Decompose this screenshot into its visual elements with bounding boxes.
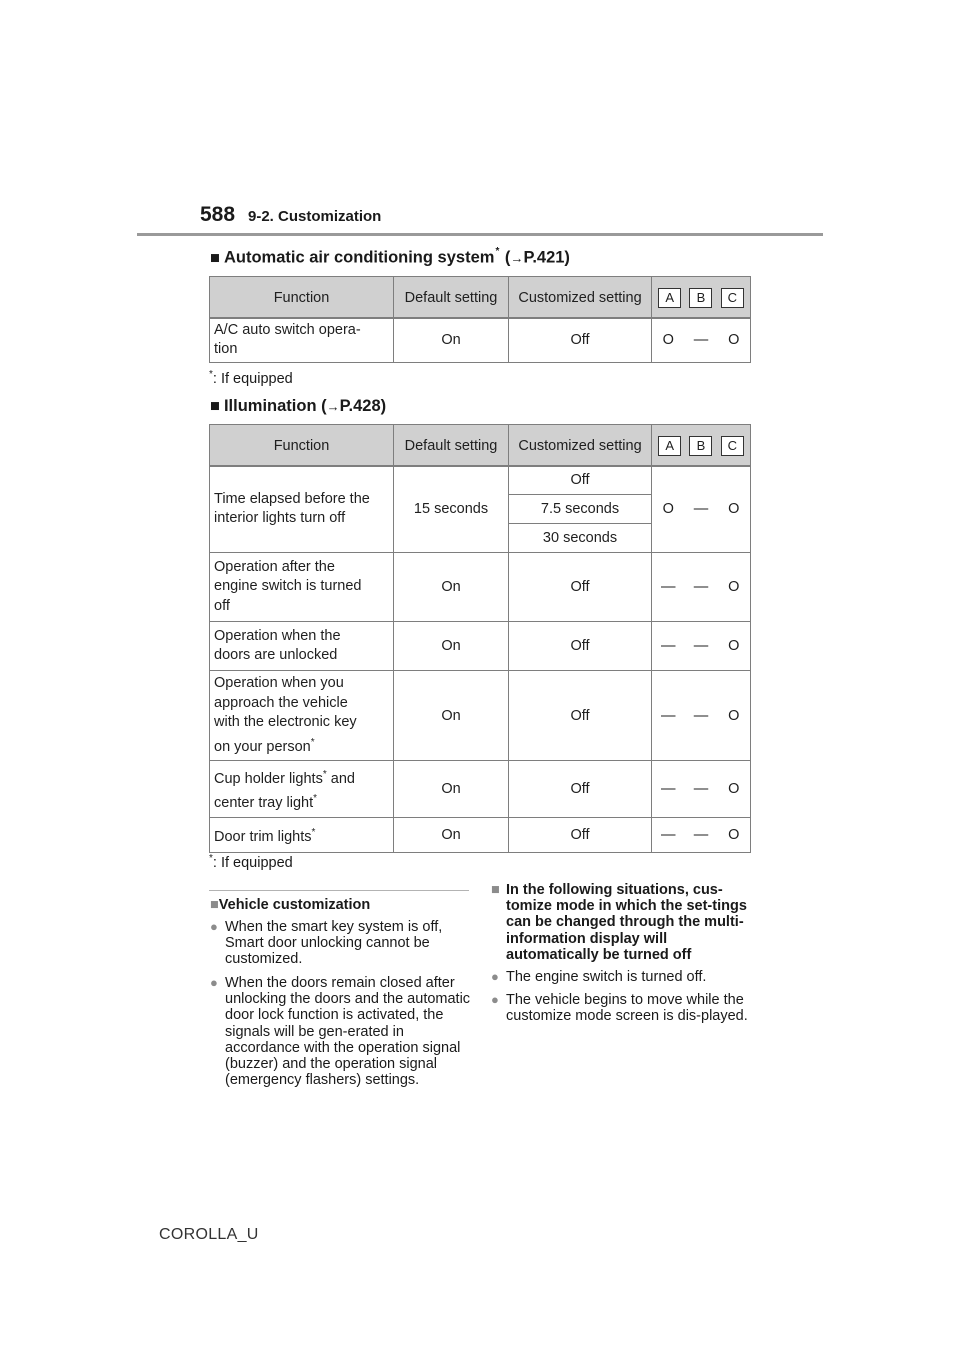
- custom-cell: Off: [509, 671, 652, 761]
- arrow-right-icon: →: [510, 250, 524, 266]
- method-a-cell: —: [652, 818, 685, 853]
- list-item: ● When the doors remain closed after unlocking the doors and the automatic door lock function is activated, the signals will be gen-erated in accordance with the operation signal (buzzer) and the operation signal (emergency flashers) settings.: [210, 975, 471, 1089]
- custom-cell: Off: [509, 622, 652, 671]
- custom-cell: Off: [509, 553, 652, 622]
- circle-bullet-icon: ●: [491, 992, 499, 1007]
- default-cell: On: [394, 761, 509, 818]
- function-cell: Door trim lights*: [210, 818, 394, 853]
- header-customized-setting: Customized setting: [509, 277, 652, 319]
- custom-cell: Off: [509, 761, 652, 818]
- header-function: Function: [210, 277, 394, 319]
- header-default-setting: Default setting: [394, 277, 509, 319]
- square-bullet-icon: ■: [210, 397, 220, 415]
- header-divider: [137, 233, 823, 236]
- page-reference-link[interactable]: P.421): [523, 248, 570, 267]
- method-a-icon: A: [658, 436, 681, 456]
- method-a-cell: O: [652, 318, 685, 363]
- custom-option-cell: 30 seconds: [509, 524, 652, 553]
- header-function: Function: [210, 425, 394, 467]
- square-bullet-icon: ■: [210, 897, 219, 913]
- method-c-icon: C: [721, 288, 744, 308]
- method-a-icon: A: [658, 288, 681, 308]
- square-bullet-icon: ■: [210, 248, 220, 267]
- function-cell: Operation when you approach the vehicle with the electronic key on your person*: [210, 671, 394, 761]
- air-conditioning-settings-table: [209, 276, 751, 319]
- method-b-cell: —: [685, 818, 718, 853]
- page-number: 588: [200, 203, 236, 226]
- illumination-settings-body: [209, 465, 751, 853]
- custom-cell: Off: [509, 318, 652, 363]
- table-header-row: [210, 425, 751, 467]
- section-heading-illumination: ■ Illumination (→P.428): [210, 397, 387, 415]
- asterisk-marker: *: [495, 246, 500, 257]
- custom-option-cell: Off: [509, 466, 652, 495]
- function-cell: Operation after the engine switch is turned off: [210, 553, 394, 622]
- table-row: [210, 761, 751, 818]
- default-cell: On: [394, 671, 509, 761]
- function-cell: Cup holder lights* and center tray light*: [210, 761, 394, 818]
- method-b-cell: —: [685, 466, 718, 553]
- custom-option-cell: 7.5 seconds: [509, 495, 652, 524]
- table-row: [210, 671, 751, 761]
- custom-cell: Off: [509, 818, 652, 853]
- header-method-columns: [652, 277, 751, 319]
- default-cell: On: [394, 553, 509, 622]
- method-c-cell: O: [718, 553, 751, 622]
- method-a-cell: O: [652, 466, 685, 553]
- default-cell: On: [394, 818, 509, 853]
- method-c-cell: O: [718, 671, 751, 761]
- page-reference-link[interactable]: P.428): [339, 397, 387, 415]
- header-default-setting: Default setting: [394, 425, 509, 467]
- header-customized-setting: Customized setting: [509, 425, 652, 467]
- method-a-cell: —: [652, 671, 685, 761]
- table-header-row: [210, 277, 751, 319]
- footnote-if-equipped: *: If equipped: [209, 369, 293, 387]
- function-cell: A/C auto switch opera- tion: [210, 318, 394, 363]
- illumination-settings-table: [209, 424, 751, 467]
- method-b-cell: —: [685, 318, 718, 363]
- default-cell: 15 seconds: [394, 466, 509, 553]
- method-a-cell: —: [652, 761, 685, 818]
- list-item: ● When the smart key system is off, Smart door unlocking cannot be customized.: [210, 919, 443, 968]
- table-row: [210, 622, 751, 671]
- method-c-cell: O: [718, 761, 751, 818]
- notes-divider: [209, 890, 469, 891]
- method-c-cell: O: [718, 318, 751, 363]
- circle-bullet-icon: ●: [210, 975, 218, 990]
- function-cell: Operation when the doors are unlocked: [210, 622, 394, 671]
- table-row: [210, 553, 751, 622]
- document-code: COROLLA_U: [159, 1226, 259, 1243]
- function-cell: Time elapsed before the interior lights turn off: [210, 466, 394, 553]
- method-c-cell: O: [718, 466, 751, 553]
- circle-bullet-icon: ●: [491, 969, 499, 984]
- section-heading-title: Illumination: [223, 397, 317, 415]
- table-row: [210, 466, 751, 495]
- square-bullet-icon: ■: [491, 882, 500, 898]
- list-item: ● The engine switch is turned off.: [491, 969, 707, 985]
- method-c-cell: O: [718, 622, 751, 671]
- list-item: ● The vehicle begins to move while the customize mode screen is dis-played.: [491, 992, 748, 1025]
- air-conditioning-settings-body: [209, 317, 751, 363]
- method-b-icon: B: [689, 288, 712, 308]
- method-b-cell: —: [685, 622, 718, 671]
- note-heading-customize-mode-off: ■ In the following situations, cus-tomize mode in which the set-tings can be changed through the multi-information display will automatically be turned off: [491, 882, 747, 963]
- method-c-cell: O: [718, 818, 751, 853]
- circle-bullet-icon: ●: [210, 919, 218, 934]
- default-cell: On: [394, 318, 509, 363]
- method-b-cell: —: [685, 761, 718, 818]
- method-b-icon: B: [689, 436, 712, 456]
- footnote-if-equipped: *: If equipped: [209, 853, 293, 871]
- default-cell: On: [394, 622, 509, 671]
- table-row: [210, 818, 751, 853]
- method-c-icon: C: [721, 436, 744, 456]
- table-row: [210, 318, 751, 363]
- section-heading-title: Automatic air conditioning system: [223, 248, 495, 267]
- method-b-cell: —: [685, 553, 718, 622]
- note-heading-vehicle-customization: ■Vehicle customization: [210, 897, 371, 913]
- section-title: 9-2. Customization: [248, 208, 382, 225]
- header-method-columns: [652, 425, 751, 467]
- section-heading-air-conditioning: ■ Automatic air conditioning system* (→P.421): [210, 246, 570, 267]
- method-a-cell: —: [652, 622, 685, 671]
- arrow-right-icon: →: [326, 399, 340, 414]
- method-a-cell: —: [652, 553, 685, 622]
- method-b-cell: —: [685, 671, 718, 761]
